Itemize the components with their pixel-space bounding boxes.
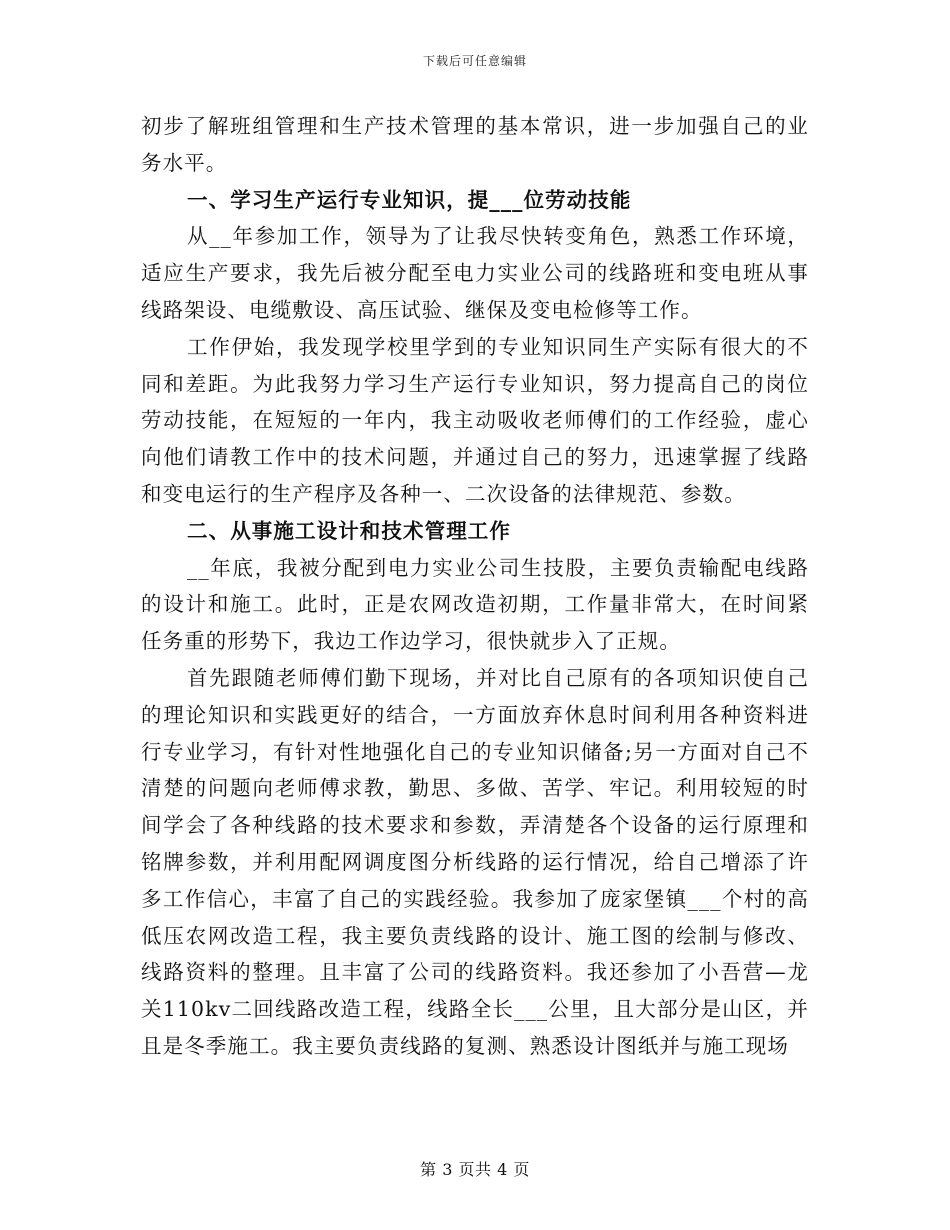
paragraph-learning: 工作伊始，我发现学校里学到的专业知识同生产实际有很大的不同和差距。为此我努力学习生产运行专业知识，努力提高自己的岗位劳动技能，在短短的一年内，我主动吸收老师傅们的工作经验，虚心向他们请教工作中的技术问题，并通过自己的努力，迅速掌握了线路和变电运行的生产程序及各种一、二次设备的法律规范、参数。: [141, 334, 809, 506]
paragraph-continuation: 初步了解班组管理和生产技术管理的基本常识，进一步加强自己的业务水平。: [141, 114, 809, 175]
paragraph-work-start: 从__年参加工作，领导为了让我尽快转变角色，熟悉工作环境，适应生产要求，我先后被分配至电力实业公司的线路班和变电班从事线路架设、电缆敷设、高压试验、继保及变电检修等工作。: [141, 224, 809, 322]
section-heading-2: 二、从事施工设计和技术管理工作: [187, 518, 511, 543]
paragraph-assignment: __年底，我被分配到电力实业公司生技股，主要负责输配电线路的设计和施工。此时，正是农网改造初期，工作量非常大，在时间紧任务重的形势下，我边工作边学习，很快就步入了正规。: [141, 555, 809, 654]
document-body: [141, 108, 809, 1065]
page-header-note: 下载后可任意编辑: [422, 54, 527, 68]
page-number: 第 3 页共 4 页: [420, 1160, 530, 1179]
paragraph-practice: 首先跟随老师傅们勤下现场，并对比自己原有的各项知识使自己的理论知识和实践更好的结合，一方面放弃休息时间利用各种资料进行专业学习，有针对性地强化自己的专业知识储备;另一方面对自己不清楚的问题向老师傅求教，勤思、多做、苦学、牢记。利用较短的时间学会了各种线路的技术要求和参数，弄清楚各个设备的运行原理和铭牌参数，并利用配网调度图分析线路的运行情况，给自己增添了许多工作信心，丰富了自己的实践经验。我参加了庞家堡镇___个村的高低压农网改造工程，我主要负责线路的设计、施工图的绘制与修改、线路资料的整理。且丰富了公司的线路资料。我还参加了小吾营—龙关110kv二回线路改造工程，线路全长___公里，且大部分是山区，并且是冬季施工。我主要负责线路的复测、熟悉设计图纸并与施工现场: [141, 665, 809, 1058]
section-heading-1: 一、学习生产运行专业知识，提___位劳动技能: [187, 187, 632, 212]
